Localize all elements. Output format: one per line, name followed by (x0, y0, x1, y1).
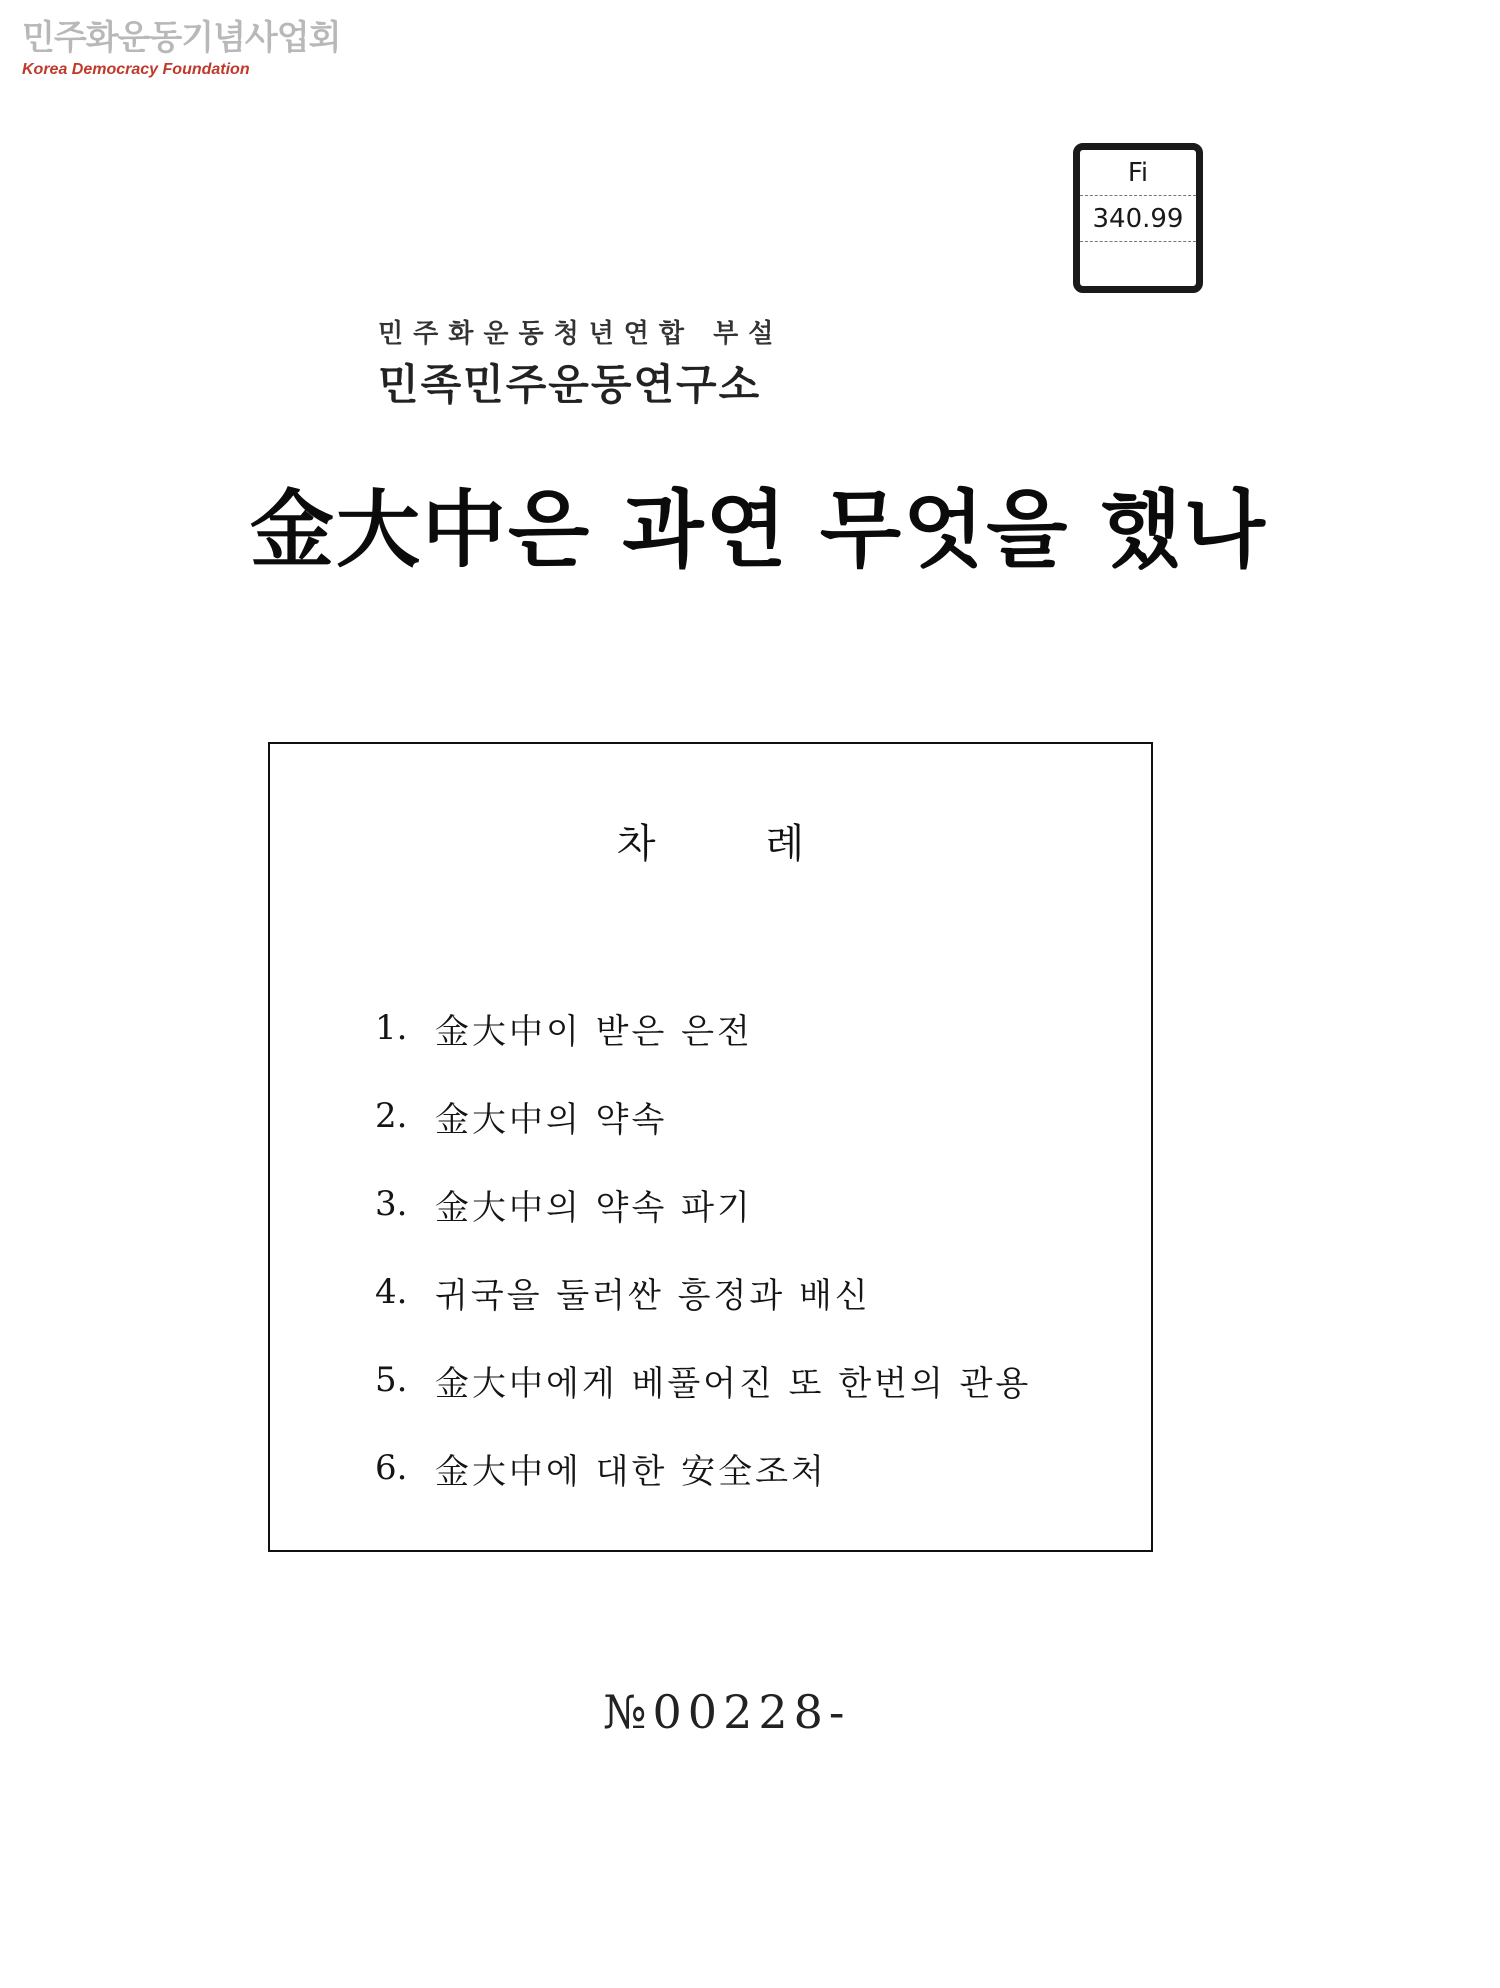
toc-item-text: 金大中에 대한 安全조처 (435, 1451, 827, 1492)
toc-item-text: 金大中에게 베풀어진 또 한번의 관용 (435, 1363, 1032, 1404)
toc-item (375, 1160, 1031, 1248)
toc-item-number: 3. (375, 1184, 408, 1224)
toc-item-number: 2. (375, 1096, 408, 1136)
table-of-contents (268, 742, 1153, 1552)
toc-item-text: 金大中이 받은 은전 (435, 1011, 753, 1052)
stamp-row-code: Fi (1080, 150, 1196, 196)
organization-block (378, 316, 838, 412)
toc-item (375, 1248, 1031, 1336)
watermark-logo (22, 18, 340, 80)
toc-heading: 차례 (616, 821, 915, 867)
document-title: 金大中은 과연 무엇을 했나 (250, 481, 1267, 579)
stamp-row-empty (1080, 242, 1196, 287)
toc-item-number: 4. (375, 1272, 408, 1312)
toc-item-text: 金大中의 약속 파기 (435, 1187, 753, 1228)
organization-subtitle: 민주화운동청년연합 부설 (378, 319, 784, 349)
toc-item (375, 1072, 1031, 1160)
watermark-korean: 민주화운동기념사업회 (22, 18, 341, 58)
toc-item-text: 귀국을 둘러싼 흥정과 배신 (435, 1275, 871, 1316)
watermark-english: Korea Democracy Foundation (22, 61, 250, 78)
organization-name: 민족민주운동연구소 (378, 360, 762, 409)
stamp-row-number: 340.99 (1080, 196, 1196, 242)
toc-item-text: 金大中의 약속 (435, 1099, 668, 1140)
toc-item-number: 5. (375, 1360, 408, 1400)
toc-item (375, 984, 1031, 1072)
toc-item (375, 1424, 1031, 1512)
document-number: №00228- (603, 1685, 851, 1739)
archive-stamp (1073, 143, 1203, 293)
toc-item-number: 1. (375, 1008, 408, 1048)
toc-item-number: 6. (375, 1448, 408, 1488)
toc-list (375, 984, 1031, 1512)
toc-item (375, 1336, 1031, 1424)
